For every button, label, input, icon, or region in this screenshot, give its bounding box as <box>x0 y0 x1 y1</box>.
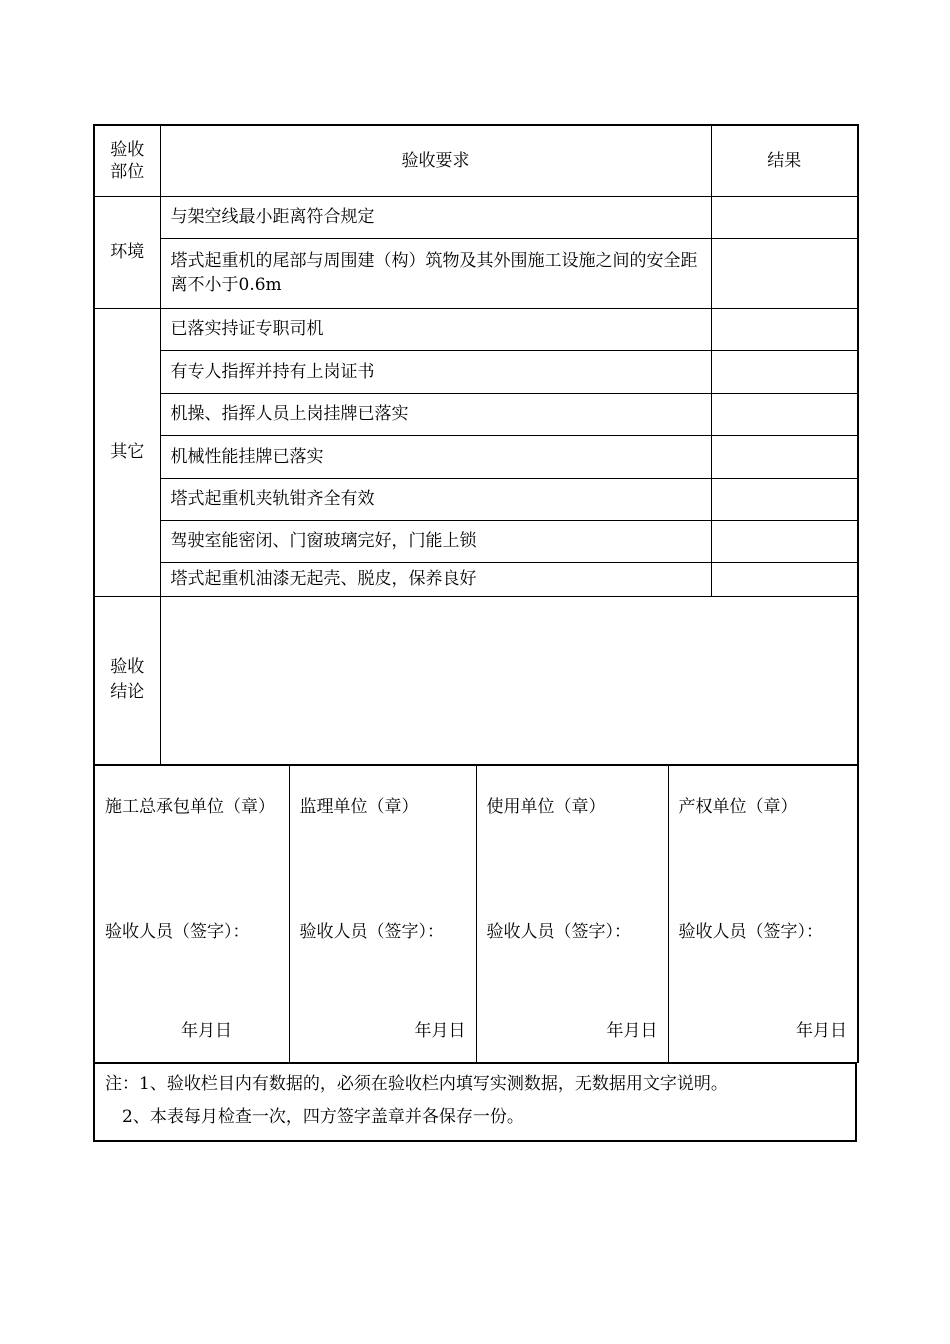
table-row <box>94 393 858 435</box>
result-cell[interactable] <box>711 350 858 393</box>
table-row <box>94 520 858 562</box>
unit-label: 监理单位（章） <box>299 796 419 817</box>
signature-cell-user[interactable] <box>476 765 668 1062</box>
table-row <box>94 196 858 238</box>
result-cell[interactable] <box>711 393 858 435</box>
table-row <box>94 238 858 308</box>
category-environment: 环境 <box>94 196 160 308</box>
signature-table <box>93 765 859 1063</box>
signer-label: 验收人员（签字）： <box>299 921 444 942</box>
signature-cell-owner[interactable] <box>668 765 858 1062</box>
date-label: 年月日 <box>796 1020 847 1041</box>
note-line: 2、本表每月检查一次，四方签字盖章并各保存一份。 <box>122 1106 524 1127</box>
signature-row <box>94 765 858 1062</box>
requirement-cell: 有专人指挥并持有上岗证书 <box>160 350 711 393</box>
part-header: 验收 部位 <box>94 125 160 196</box>
table-row <box>94 562 858 596</box>
date-label: 年月日 <box>606 1020 658 1041</box>
result-cell[interactable] <box>711 478 858 520</box>
requirement-cell: 驾驶室能密闭、门窗玻璃完好，门能上锁 <box>160 520 711 562</box>
signer-label: 验收人员（签字）： <box>105 921 250 942</box>
signer-label: 验收人员（签字）： <box>678 921 823 942</box>
signature-cell-supervisor[interactable] <box>289 765 476 1062</box>
table-row <box>94 435 858 478</box>
requirement-cell: 与架空线最小距离符合规定 <box>160 196 711 238</box>
category-other: 其它 <box>94 308 160 596</box>
result-cell[interactable] <box>711 435 858 478</box>
table-row <box>94 308 858 350</box>
requirement-cell: 已落实持证专职司机 <box>160 308 711 350</box>
signature-cell-contractor[interactable] <box>94 765 289 1062</box>
requirement-cell: 机操、指挥人员上岗挂牌已落实 <box>160 393 711 435</box>
inspection-table <box>93 124 859 765</box>
conclusion-label: 验收 结论 <box>94 596 160 764</box>
conclusion-row <box>94 596 858 764</box>
date-label: 年月日 <box>181 1020 232 1041</box>
requirement-cell: 塔式起重机油漆无起壳、脱皮，保养良好 <box>160 562 711 596</box>
unit-label: 使用单位（章） <box>486 796 606 817</box>
unit-label: 施工总承包单位（章） <box>105 796 275 817</box>
note-line: 注：1、验收栏目内有数据的，必须在验收栏内填写实测数据，无数据用文字说明。 <box>105 1073 728 1094</box>
result-cell[interactable] <box>711 196 858 238</box>
table-row <box>94 478 858 520</box>
date-label: 年月日 <box>414 1020 466 1041</box>
requirement-cell: 塔式起重机的尾部与周围建（构）筑物及其外围施工设施之间的安全距离不小于0.6m <box>160 238 711 308</box>
result-cell[interactable] <box>711 238 858 308</box>
requirement-header: 验收要求 <box>160 125 711 196</box>
requirement-cell: 机械性能挂牌已落实 <box>160 435 711 478</box>
result-cell[interactable] <box>711 520 858 562</box>
result-cell[interactable] <box>711 308 858 350</box>
requirement-cell: 塔式起重机夹轨钳齐全有效 <box>160 478 711 520</box>
inspection-form <box>93 124 857 1142</box>
result-cell[interactable] <box>711 562 858 596</box>
header-row <box>94 125 858 196</box>
result-header: 结果 <box>711 125 858 196</box>
conclusion-field[interactable] <box>160 596 858 764</box>
unit-label: 产权单位（章） <box>678 796 798 817</box>
signer-label: 验收人员（签字）： <box>486 921 631 942</box>
notes-box <box>93 1063 857 1142</box>
table-row <box>94 350 858 393</box>
